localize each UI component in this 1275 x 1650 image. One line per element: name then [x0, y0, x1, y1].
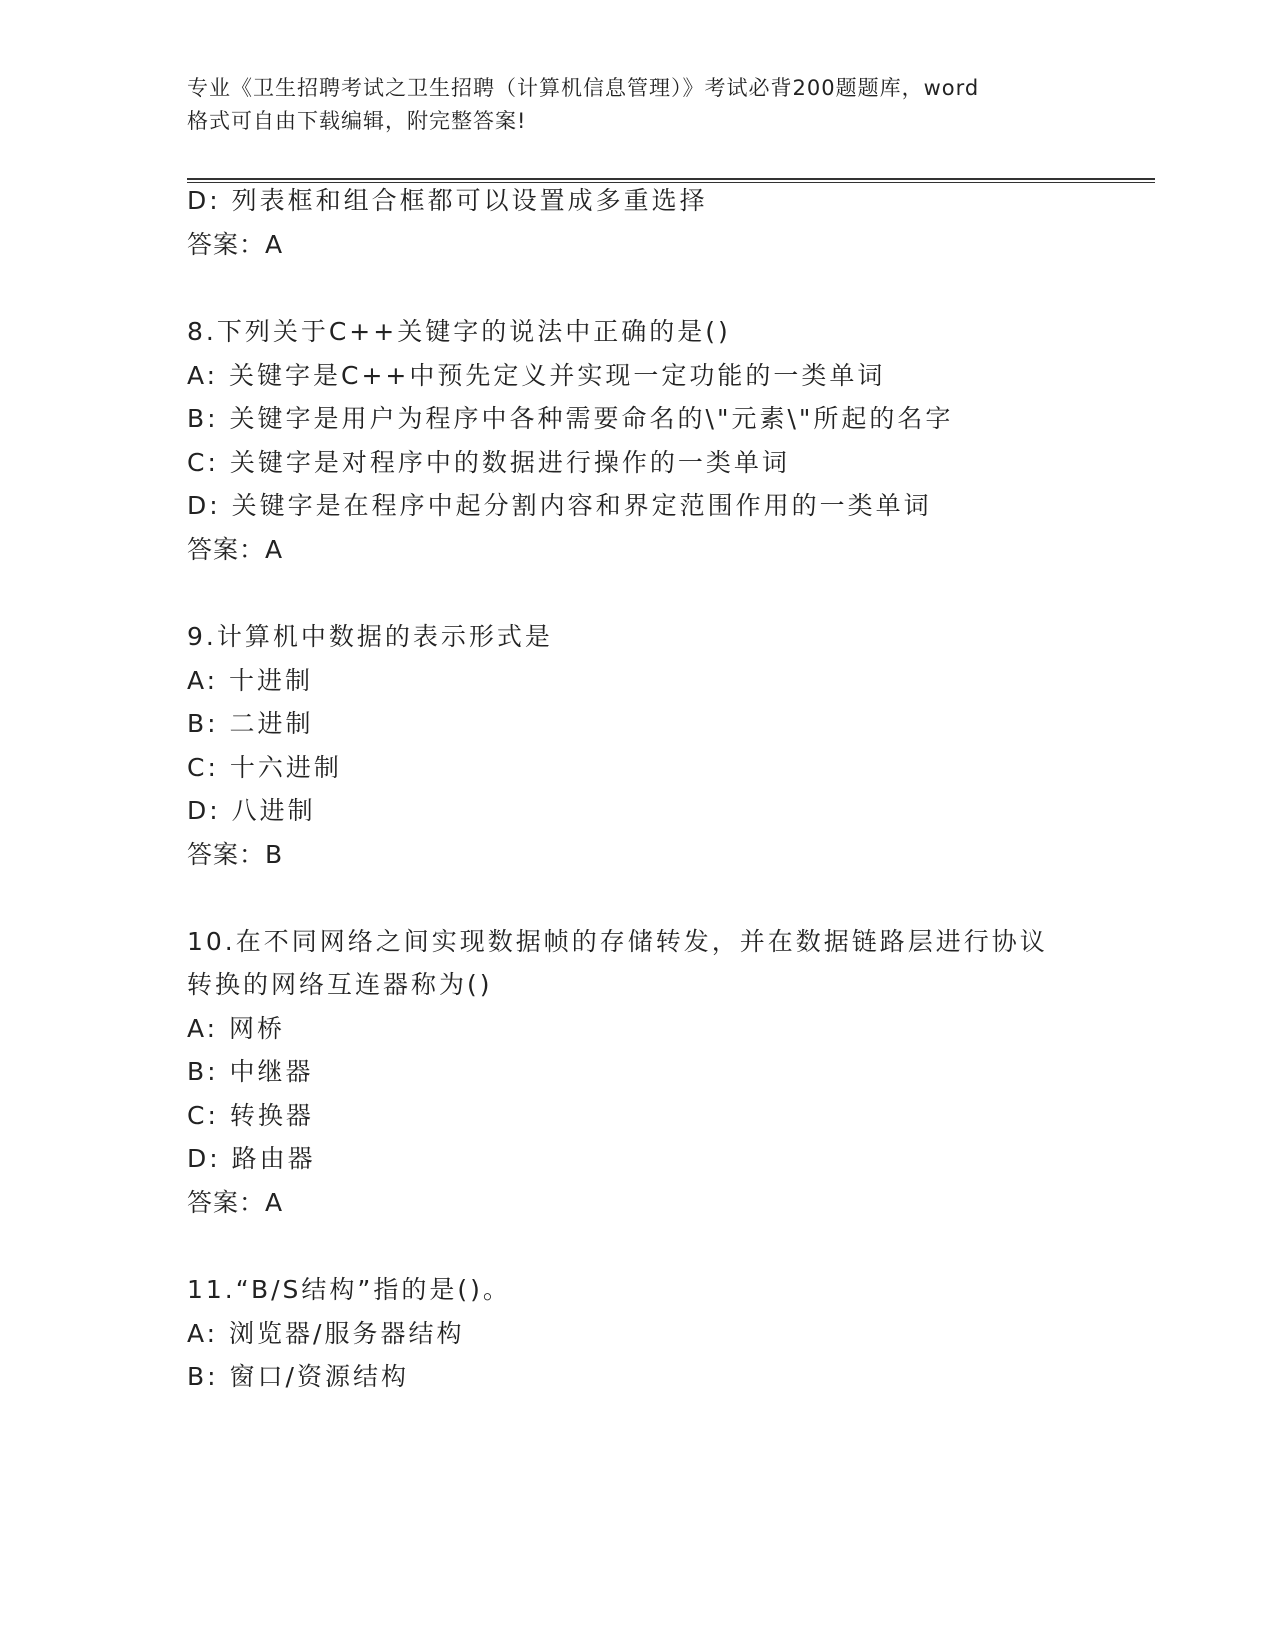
header-divider: [187, 178, 1155, 183]
question-8-stem: 8.下列关于C++关键字的说法中正确的是(): [187, 317, 731, 346]
question-10-option-b: B: 中继器: [187, 1057, 314, 1086]
question-11-stem: 11.“B/S结构”指的是()。: [187, 1275, 511, 1304]
question-9-stem: 9.计算机中数据的表示形式是: [187, 622, 553, 651]
question-11-option-b: B: 窗口/资源结构: [187, 1362, 409, 1391]
question-8-option-a: A: 关键字是C++中预先定义并实现一定功能的一类单词: [187, 361, 886, 390]
question-9-option-d: D: 八进制: [187, 796, 316, 825]
question-10-answer: 答案：A: [187, 1188, 284, 1217]
question-9-answer: 答案：B: [187, 840, 284, 869]
question-8-option-b: B: 关键字是用户为程序中各种需要命名的\"元素\"所起的名字: [187, 404, 954, 433]
prev-question-option-d: D: 列表框和组合框都可以设置成多重选择: [187, 186, 708, 215]
question-9-option-a: A: 十进制: [187, 666, 314, 695]
header-line-1: 专业《卫生招聘考试之卫生招聘（计算机信息管理）》考试必背200题题库，word: [187, 76, 980, 100]
question-11-option-a: A: 浏览器/服务器结构: [187, 1319, 465, 1348]
document-header: [187, 72, 1087, 138]
question-9-option-c: C: 十六进制: [187, 753, 342, 782]
prev-question-answer: 答案：A: [187, 230, 284, 259]
question-8-option-d: D: 关键字是在程序中起分割内容和界定范围作用的一类单词: [187, 491, 932, 520]
header-line-2: 格式可自由下载编辑，附完整答案!: [187, 109, 527, 133]
question-9-option-b: B: 二进制: [187, 709, 314, 738]
question-10-stem-line-1: 10.在不同网络之间实现数据帧的存储转发，并在数据链路层进行协议: [187, 927, 1048, 956]
question-10-option-c: C: 转换器: [187, 1101, 314, 1130]
question-10-option-d: D: 路由器: [187, 1144, 316, 1173]
question-10-option-a: A: 网桥: [187, 1014, 286, 1043]
question-8-option-c: C: 关键字是对程序中的数据进行操作的一类单词: [187, 448, 790, 477]
question-8-answer: 答案：A: [187, 535, 284, 564]
question-10-stem-line-2: 转换的网络互连器称为(): [187, 970, 493, 999]
